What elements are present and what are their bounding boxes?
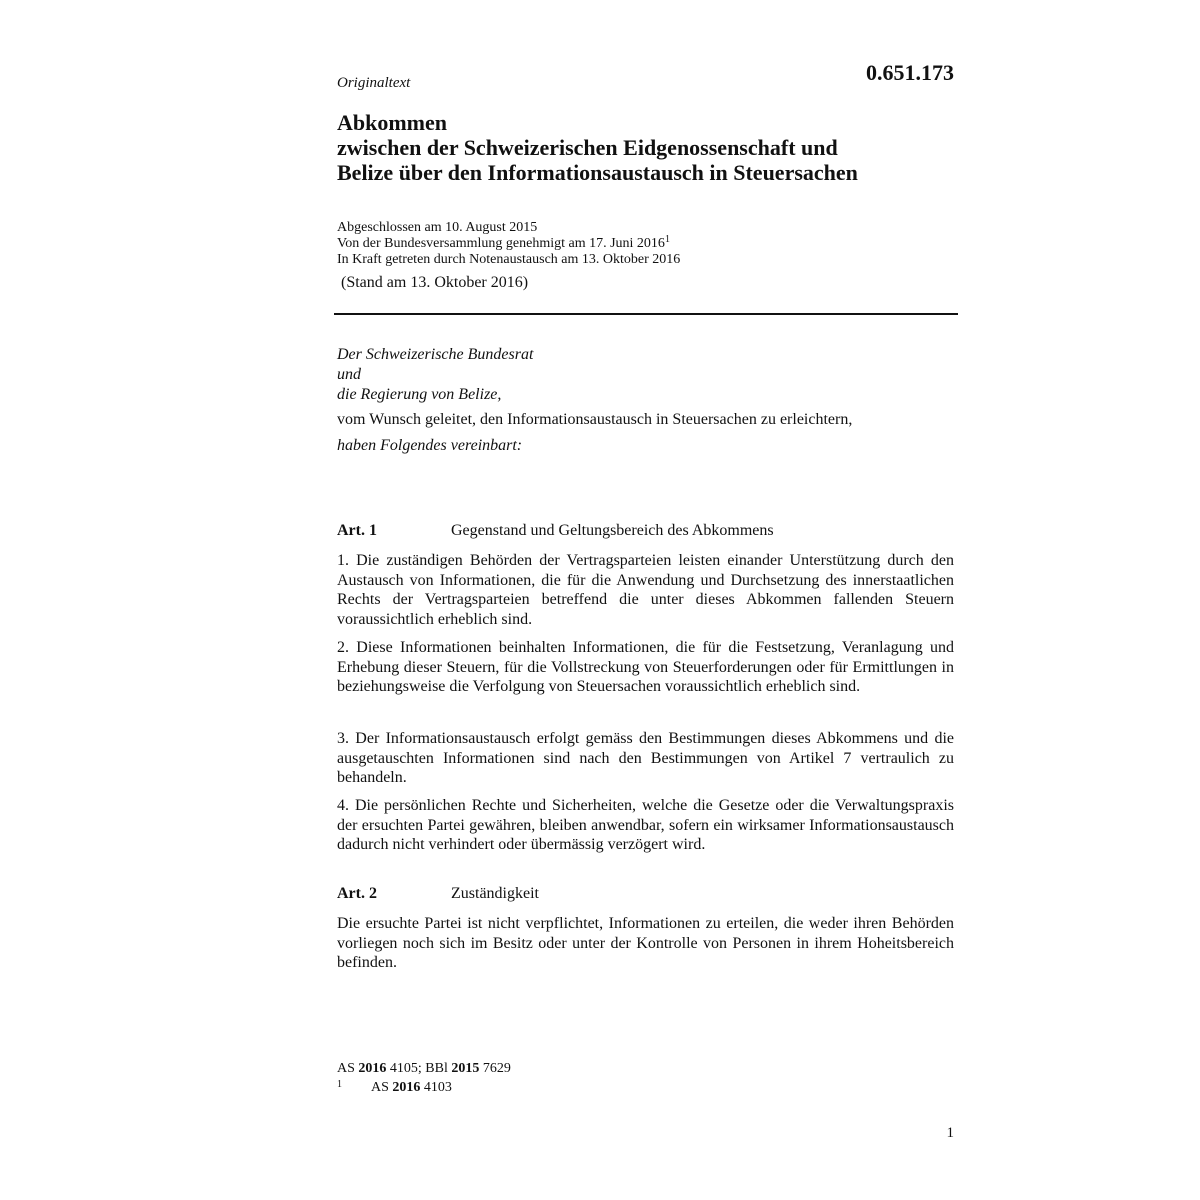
bbl-page: 7629 — [482, 1061, 511, 1076]
article-title: Gegenstand und Geltungsbereich des Abkommens — [451, 522, 774, 539]
approval-text: Von der Bundesversammlung genehmigt am 17. Juni 2016 — [337, 236, 665, 251]
page-number: 1 — [946, 1125, 954, 1141]
article-title: Zuständigkeit — [451, 885, 539, 902]
footnote-area — [337, 1059, 511, 1097]
footnote-year: 2016 — [392, 1080, 421, 1095]
title-line-3: Belize über den Informationsaustausch in Steuersachen — [337, 160, 858, 185]
article-1-paragraph-1: 1. Die zuständigen Behörden der Vertragsparteien leisten einander Unterstützung durch den Austausch von Informationen, die für die Anwendung und Durchsetzung des innerstaatlichen Rechts der Vertragsparteien betreffend die unter dieses Abkommen fallenden Steuern voraussichtlich erheblich sind. — [337, 552, 954, 628]
title-line-2: zwischen der Schweizerischen Eidgenossenschaft und — [337, 135, 838, 160]
title-line-1: Abkommen — [337, 110, 448, 135]
stand-date: (Stand am 13. Oktober 2016) — [341, 274, 529, 291]
preamble-party-1: Der Schweizerische Bundesrat — [337, 346, 534, 363]
approval-date — [337, 236, 954, 252]
article-1-paragraph-3: 3. Der Informationsaustausch erfolgt gemäss den Bestimmungen dieses Abkommens und die ausgetauschten Informationen sind nach den Bestimmungen von Artikel 7 vertraulich zu behandeln. — [337, 730, 954, 786]
footnote-as-label: AS — [371, 1080, 389, 1095]
article-2-paragraph-1: Die ersuchte Partei ist nicht verpflichtet, Informationen zu erteilen, die weder ihren Behörden vorliegen noch sich im Besitz oder unter der Kontrolle von Personen in ihrem Hoheitsbereich befinden. — [337, 915, 954, 971]
as-year: 2016 — [358, 1061, 387, 1076]
document-meta — [337, 220, 954, 268]
original-text-label: Originaltext — [337, 75, 411, 91]
article-1-heading — [337, 522, 954, 540]
preamble — [337, 345, 954, 456]
in-force-date: In Kraft getreten durch Notenaustausch am 13. Oktober 2016 — [337, 252, 681, 267]
concluded-date: Abgeschlossen am 10. August 2015 — [337, 220, 538, 235]
article-number: Art. 1 — [337, 522, 377, 539]
as-reference — [337, 1059, 511, 1078]
article-1-paragraph-4: 4. Die persönlichen Rechte und Sicherheiten, welche die Gesetze oder die Verwaltungspraxis der ersuchten Partei gewähren, bleiben anwendbar, sofern ein wirksamer Informationsaustausch dadurch nicht verhindert oder übermässig verzögert wird. — [337, 797, 954, 853]
footnote-marker[interactable]: 1 — [664, 234, 670, 245]
bbl-year: 2015 — [451, 1061, 480, 1076]
preamble-wish: vom Wunsch geleitet, den Informationsaustausch in Steuersachen zu erleichtern, — [337, 411, 853, 428]
as-page: 4105; BBl — [389, 1061, 448, 1076]
article-2-heading — [337, 885, 954, 903]
header-divider — [334, 313, 958, 315]
as-label: AS — [337, 1061, 355, 1076]
document-title — [337, 110, 954, 185]
preamble-agreed: haben Folgendes vereinbart: — [337, 437, 523, 454]
footnote-page: 4103 — [423, 1080, 452, 1095]
sr-number: 0.651.173 — [866, 60, 954, 85]
article-number: Art. 2 — [337, 885, 377, 902]
article-1-paragraph-2: 2. Diese Informationen beinhalten Informationen, die für die Festsetzung, Veranlagung und Erhebung dieser Steuern, für die Vollstreckung von Steuerforderungen oder für Ermittlungen in beziehungsweise die Verfolgung von Steuersachen voraussichtlich erheblich sind. — [337, 639, 954, 695]
footnote-1: 1 AS 2016 4103 — [337, 1079, 452, 1095]
preamble-party-2: die Regierung von Belize, — [337, 386, 502, 403]
preamble-and: und — [337, 366, 361, 383]
